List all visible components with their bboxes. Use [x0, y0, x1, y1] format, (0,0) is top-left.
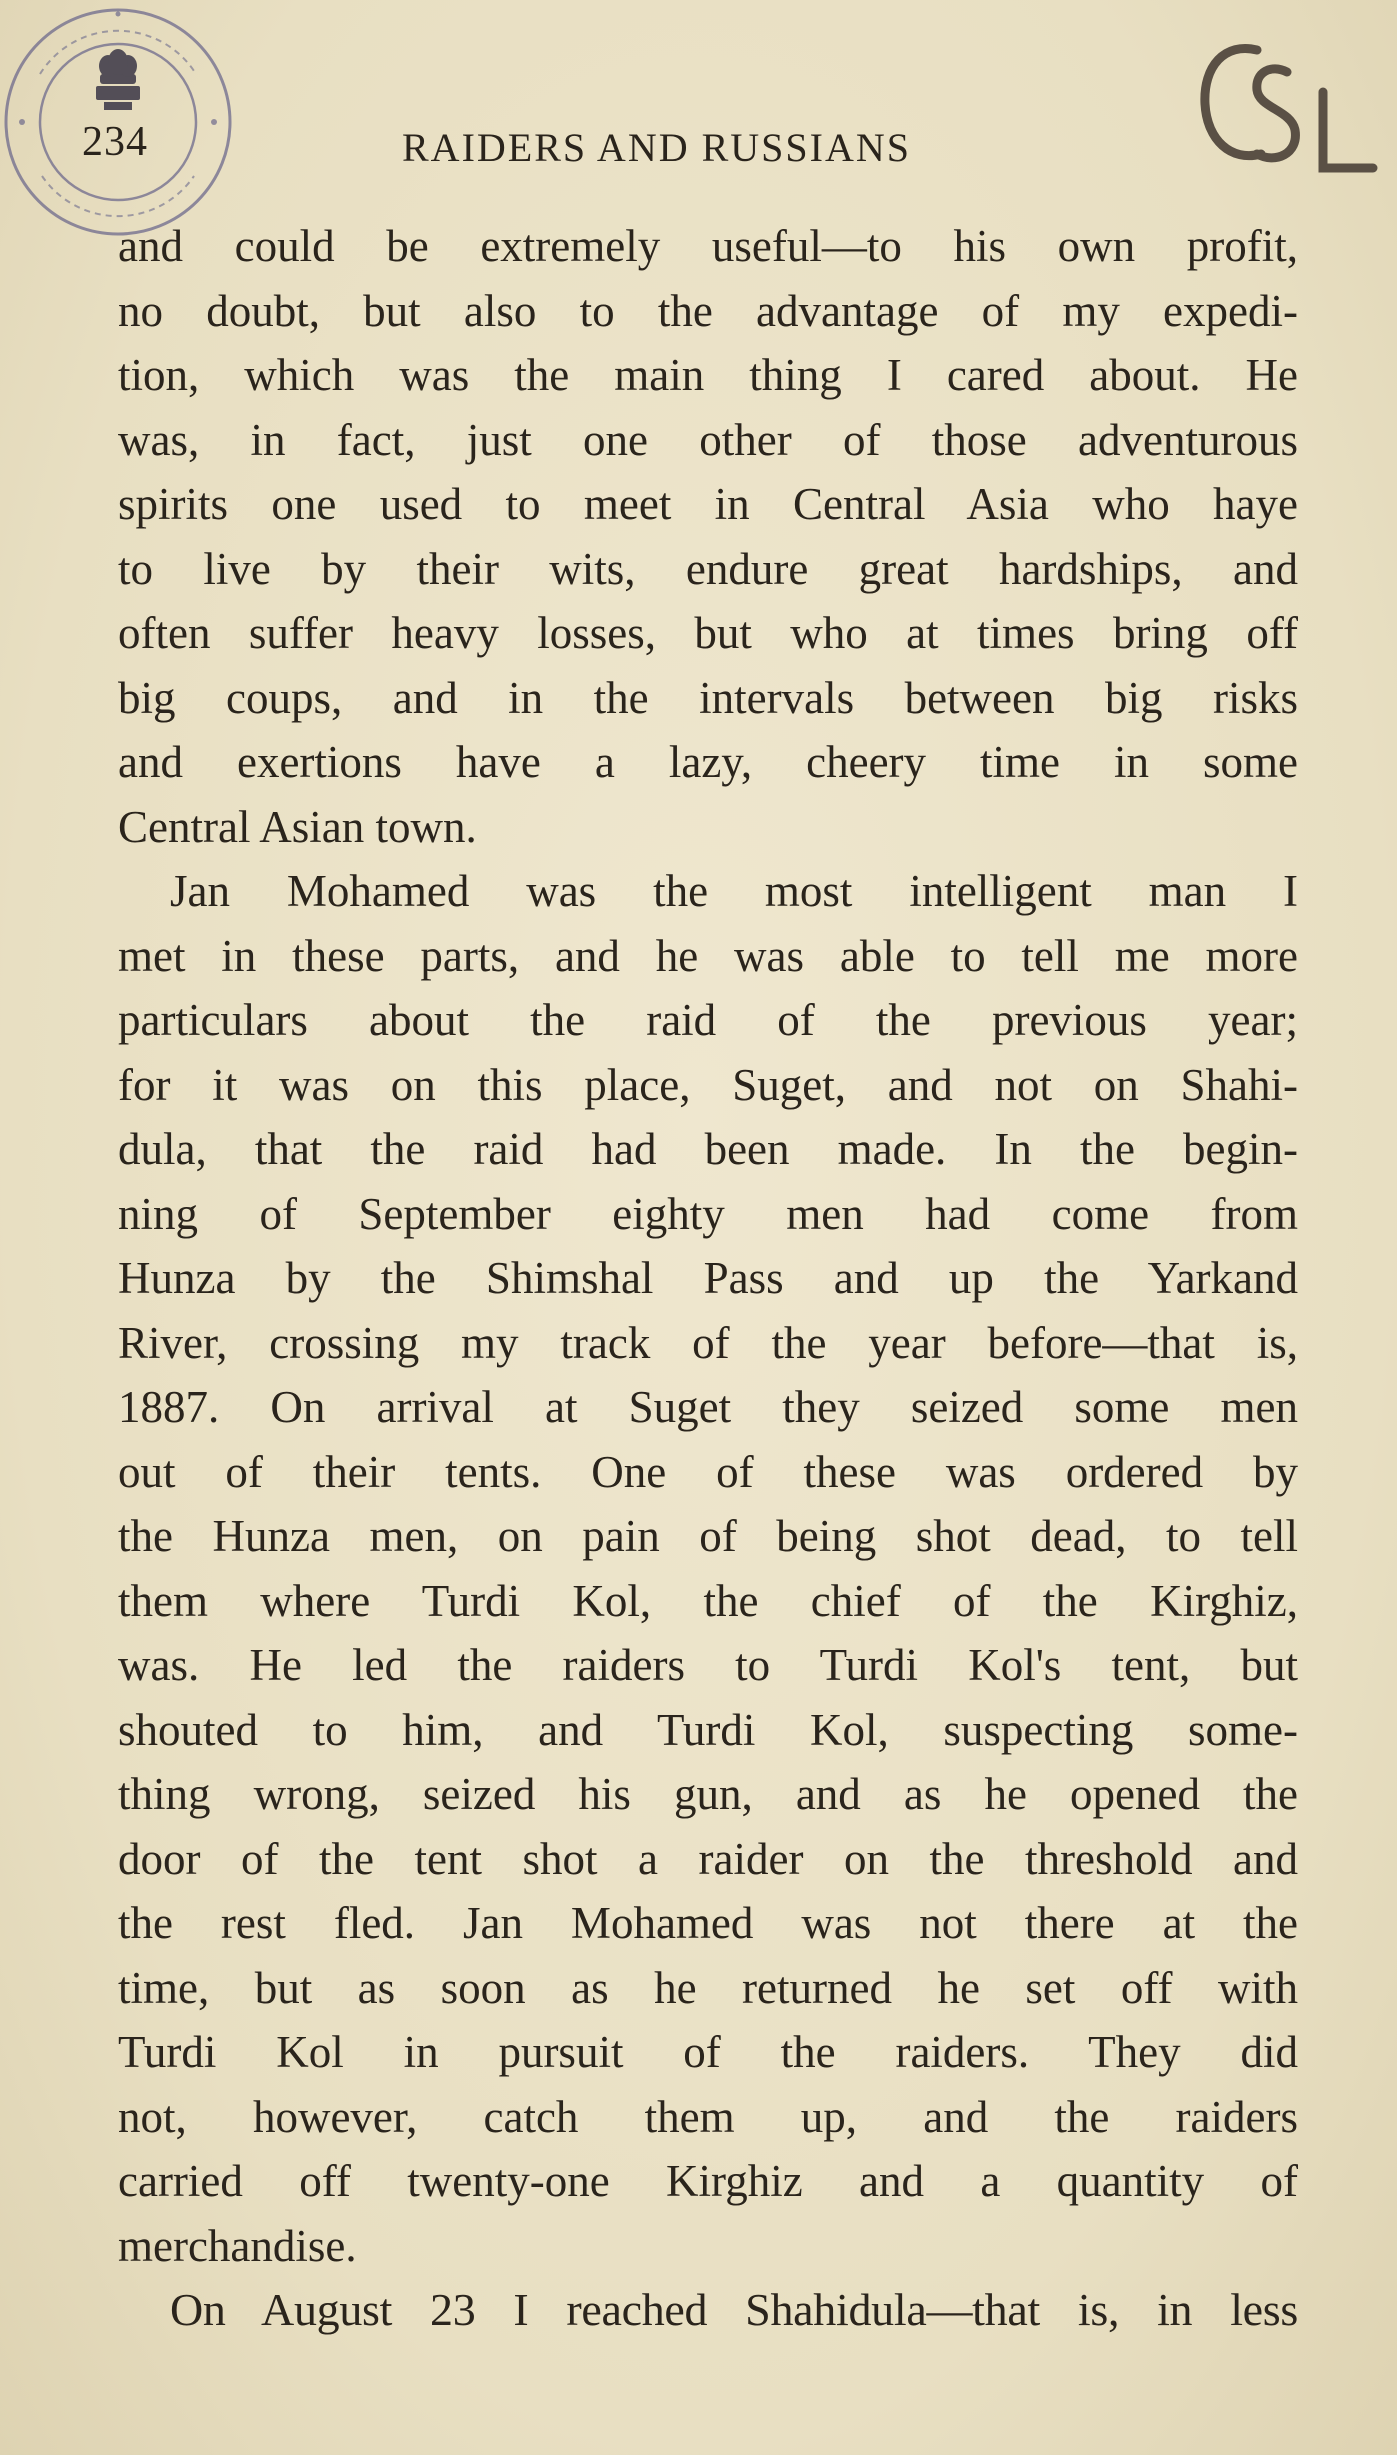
text-line: the Hunza men, on pain of being shot dead, to tell	[118, 1511, 1298, 1561]
text-line: out of their tents. One of these was ordered by	[118, 1446, 1298, 1497]
text-line: no doubt, but also to the advantage of my expedi-	[118, 285, 1298, 336]
text-line: not, however, catch them up, and the raiders	[118, 2091, 1298, 2142]
text-line: Central Asian town.	[118, 801, 477, 852]
text-line: dula, that the raid had been made. In the begin-	[118, 1124, 1298, 1174]
running-head: RAIDERS AND RUSSIANS	[402, 125, 911, 170]
text-line: often suffer heavy losses, but who at times bring off	[118, 608, 1298, 658]
text-line: Turdi Kol in pursuit of the raiders. They did	[118, 2027, 1298, 2077]
text-line: shouted to him, and Turdi Kol, suspecting some-	[118, 1704, 1298, 1755]
text-line: 1887. On arrival at Suget they seized some men	[118, 1382, 1298, 1432]
text-line: time, but as soon as he returned he set off with	[118, 1962, 1298, 2013]
paragraph-1	[118, 214, 1298, 859]
text-line: Hunza by the Shimshal Pass and up the Yarkand	[118, 1253, 1298, 1303]
text-line: particulars about the raid of the previous year;	[118, 995, 1298, 1045]
text-line: and could be extremely useful—to his own profit,	[118, 221, 1298, 271]
text-line: them where Turdi Kol, the chief of the Kirghiz,	[118, 1575, 1298, 1626]
text-line: for it was on this place, Suget, and not on Shahi-	[118, 1059, 1298, 1110]
text-line: to live by their wits, endure great hardships, and	[118, 543, 1298, 594]
text-line: met in these parts, and he was able to tell me more	[118, 930, 1298, 981]
text-line: River, crossing my track of the year before—that is,	[118, 1317, 1298, 1368]
paragraph-3	[118, 2278, 1298, 2343]
text-line: spirits one used to meet in Central Asia who haye	[118, 479, 1298, 529]
text-line: thing wrong, seized his gun, and as he opened the	[118, 1769, 1298, 1819]
text-line: Jan Mohamed was the most intelligent man I	[170, 866, 1298, 916]
body-text	[118, 214, 1298, 2343]
text-line: tion, which was the main thing I cared about. He	[118, 350, 1298, 400]
paragraph-2	[118, 859, 1298, 2278]
text-line: carried off twenty-one Kirghiz and a quantity of	[118, 2156, 1298, 2206]
text-line: was. He led the raiders to Turdi Kol's tent, but	[118, 1640, 1298, 1690]
page-number: 234	[82, 119, 148, 165]
text-line: big coups, and in the intervals between big risks	[118, 672, 1298, 723]
csl-logo-icon	[1195, 36, 1380, 196]
text-line: merchandise.	[118, 2220, 357, 2271]
text-line: On August 23 I reached Shahidula—that is, in less	[170, 2284, 1298, 2335]
text-line: door of the tent shot a raider on the threshold and	[118, 1833, 1298, 1884]
text-line: the rest fled. Jan Mohamed was not there at the	[118, 1898, 1298, 1948]
text-line: was, in fact, just one other of those adventurous	[118, 414, 1298, 465]
text-line: ning of September eighty men had come from	[118, 1188, 1298, 1239]
text-line: and exertions have a lazy, cheery time in some	[118, 737, 1298, 787]
